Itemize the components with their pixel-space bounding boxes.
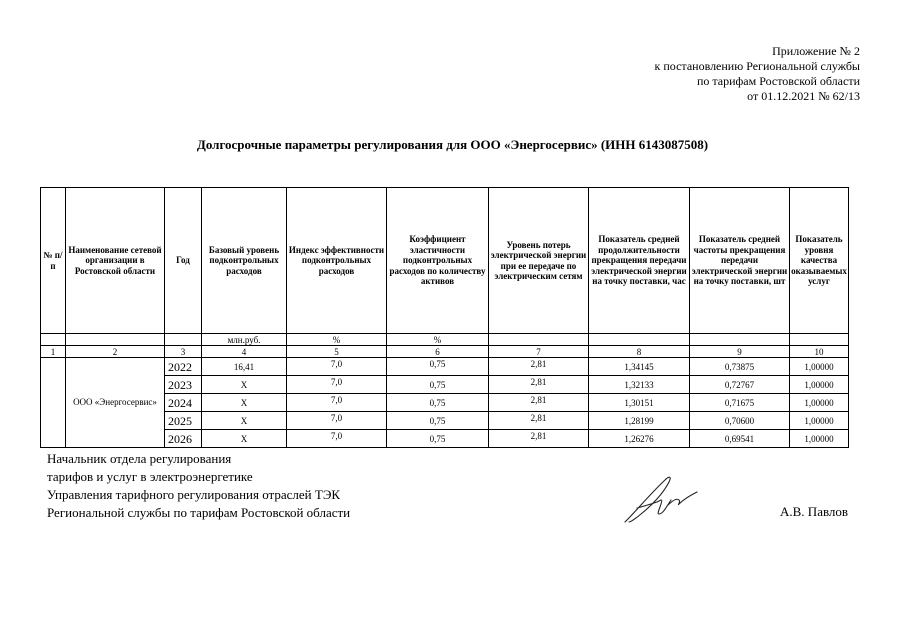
signer-line: тарифов и услуг в электроэнергетике: [47, 469, 253, 484]
efficiency-index-cell: 7,0: [287, 394, 387, 412]
unit-cell: [66, 334, 165, 346]
frequency-cell: 0,71675: [690, 394, 790, 412]
base-cost-cell: Х: [202, 412, 287, 430]
header-cell: Наименование сетевой организации в Ростовской области: [66, 188, 165, 334]
frequency-cell: 0,70600: [690, 412, 790, 430]
header-cell: Индекс эффективности подконтрольных расходов: [287, 188, 387, 334]
quality-cell: 1,00000: [790, 358, 849, 376]
organization-cell: ООО «Энергосервис»: [66, 358, 165, 448]
duration-cell: 1,32133: [589, 376, 690, 394]
efficiency-index-cell: 7,0: [287, 376, 387, 394]
unit-cell: [790, 334, 849, 346]
unit-cell: %: [387, 334, 489, 346]
table-row: [41, 358, 849, 376]
elasticity-cell: 0,75: [387, 358, 489, 376]
quality-cell: 1,00000: [790, 412, 849, 430]
column-number: 9: [690, 346, 790, 358]
unit-cell: [41, 334, 66, 346]
column-number: 1: [41, 346, 66, 358]
document-title: Долгосрочные параметры регулирования для ООО «Энергосервис» (ИНН 6143087508): [196, 137, 709, 152]
appendix-line: по тарифам Ростовской области: [696, 74, 860, 88]
unit-cell: [165, 334, 202, 346]
elasticity-cell: 0,75: [387, 430, 489, 448]
year-cell: 2022: [165, 358, 202, 376]
quality-cell: 1,00000: [790, 430, 849, 448]
header-cell: Базовый уровень подконтрольных расходов: [202, 188, 287, 334]
table-units-row: [41, 334, 849, 346]
year-cell: 2025: [165, 412, 202, 430]
elasticity-cell: 0,75: [387, 412, 489, 430]
appendix-line: Приложение № 2: [772, 44, 860, 58]
table-header-row: [41, 188, 849, 334]
year-cell: 2024: [165, 394, 202, 412]
row-number-cell: [41, 358, 66, 448]
handwritten-signature: [617, 470, 707, 530]
header-cell: Год: [165, 188, 202, 334]
losses-cell: 2,81: [489, 412, 589, 430]
losses-cell: 2,81: [489, 430, 589, 448]
efficiency-index-cell: 7,0: [287, 358, 387, 376]
base-cost-cell: 16,41: [202, 358, 287, 376]
losses-cell: 2,81: [489, 376, 589, 394]
column-number: 6: [387, 346, 489, 358]
header-cell: Показатель средней продолжительности прекращения передачи электрической энергии на точку поставки, час: [589, 188, 690, 334]
quality-cell: 1,00000: [790, 376, 849, 394]
header-cell: № п/п: [41, 188, 66, 334]
duration-cell: 1,30151: [589, 394, 690, 412]
appendix-line: к постановлению Региональной службы: [654, 59, 860, 73]
frequency-cell: 0,73875: [690, 358, 790, 376]
signer-name: А.В. Павлов: [780, 504, 849, 519]
unit-cell: [489, 334, 589, 346]
header-cell: Уровень потерь электрической энергии при ее передаче по электрическим сетям: [489, 188, 589, 334]
unit-cell: млн.руб.: [202, 334, 287, 346]
base-cost-cell: Х: [202, 430, 287, 448]
signer-line: Начальник отдела регулирования: [47, 451, 232, 466]
unit-cell: [690, 334, 790, 346]
frequency-cell: 0,69541: [690, 430, 790, 448]
efficiency-index-cell: 7,0: [287, 430, 387, 448]
column-number-row: [41, 346, 849, 358]
losses-cell: 2,81: [489, 394, 589, 412]
elasticity-cell: 0,75: [387, 376, 489, 394]
elasticity-cell: 0,75: [387, 394, 489, 412]
header-cell: Показатель средней частоты прекращения передачи электрической энергии на точку поставки, шт: [690, 188, 790, 334]
header-cell: Показатель уровня качества оказываемых услуг: [790, 188, 849, 334]
signer-line: Региональной службы по тарифам Ростовской области: [47, 505, 351, 520]
column-number: 3: [165, 346, 202, 358]
year-cell: 2026: [165, 430, 202, 448]
column-number: 8: [589, 346, 690, 358]
efficiency-index-cell: 7,0: [287, 412, 387, 430]
unit-cell: %: [287, 334, 387, 346]
appendix-header: [655, 44, 860, 104]
duration-cell: 1,26276: [589, 430, 690, 448]
frequency-cell: 0,72767: [690, 376, 790, 394]
regulation-parameters-table: [40, 187, 849, 448]
header-cell: Коэффициент эластичности подконтрольных расходов по количеству активов: [387, 188, 489, 334]
appendix-line: от 01.12.2021 № 62/13: [747, 89, 860, 103]
column-number: 10: [790, 346, 849, 358]
base-cost-cell: Х: [202, 376, 287, 394]
column-number: 5: [287, 346, 387, 358]
column-number: 2: [66, 346, 165, 358]
duration-cell: 1,34145: [589, 358, 690, 376]
column-number: 7: [489, 346, 589, 358]
signer-position: [47, 450, 350, 522]
year-cell: 2023: [165, 376, 202, 394]
signer-line: Управления тарифного регулирования отраслей ТЭК: [47, 487, 341, 502]
column-number: 4: [202, 346, 287, 358]
quality-cell: 1,00000: [790, 394, 849, 412]
unit-cell: [589, 334, 690, 346]
duration-cell: 1,28199: [589, 412, 690, 430]
base-cost-cell: Х: [202, 394, 287, 412]
losses-cell: 2,81: [489, 358, 589, 376]
